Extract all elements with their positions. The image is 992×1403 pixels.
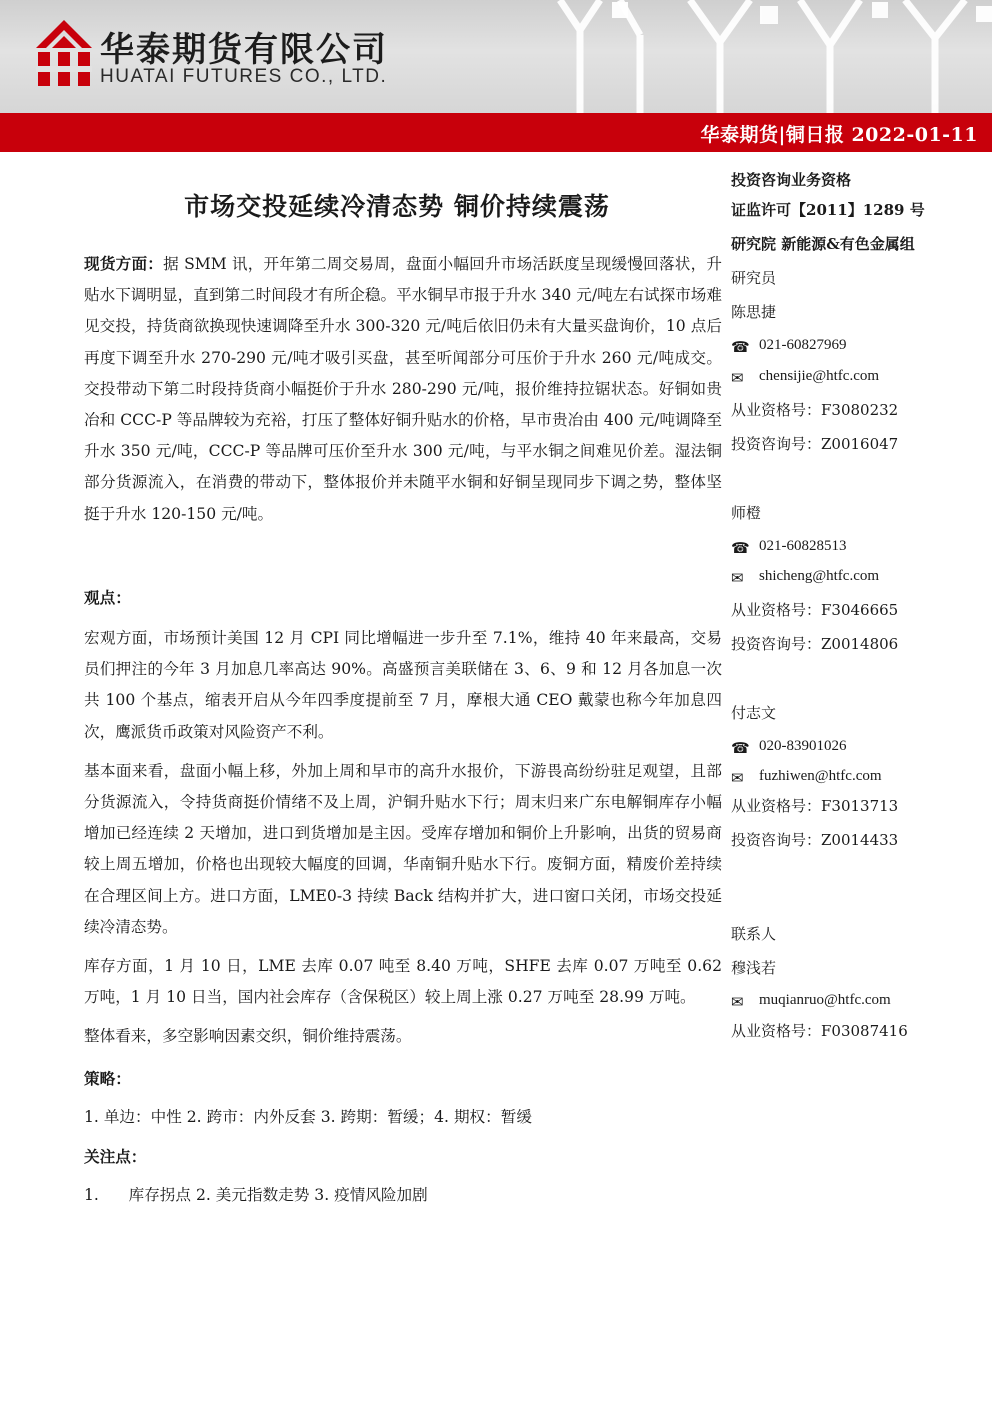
envelope-icon: ✉: [731, 371, 744, 387]
researcher-phone: ☎ 020-83901026: [731, 738, 847, 757]
researcher-name: 陈思捷: [731, 303, 777, 321]
phone-icon: ☎: [731, 541, 750, 557]
researcher-phone: ☎ 021-60827969: [731, 337, 847, 356]
strategy-heading: 策略：: [84, 1068, 131, 1088]
researcher-advisor: 投资咨询号：Z0014806: [731, 635, 899, 653]
researcher-label: 研究员: [731, 269, 777, 287]
page-header: [0, 0, 992, 113]
huatai-logo-icon: [36, 20, 92, 86]
envelope-icon: ✉: [731, 771, 744, 787]
report-tag: 华泰期货|铜日报 2022-01-11: [700, 124, 978, 146]
report-banner: [0, 113, 992, 152]
researcher-cert: 从业资格号：F3013713: [731, 797, 899, 815]
institute-group: 研究院 新能源&有色金属组: [731, 235, 915, 253]
view-heading: 观点：: [84, 587, 131, 607]
contact-label: 联系人: [731, 925, 777, 943]
focus-heading: 关注点：: [84, 1147, 147, 1167]
license-number: 证监许可【2011】1289 号: [731, 201, 925, 219]
researcher-email[interactable]: ✉ chensijie@htfc.com: [731, 368, 880, 387]
researcher-email[interactable]: ✉ shicheng@htfc.com: [731, 568, 880, 587]
qualification: 投资咨询业务资格: [731, 171, 852, 189]
brand-name-en: HUATAI FUTURES CO., LTD.: [100, 66, 388, 87]
envelope-icon: ✉: [731, 571, 744, 587]
spot-text: 据 SMM 讯，开年第二周交易周，盘面小幅回升市场活跃度呈现缓慢回落状，升贴水下调明显，直到第二时间段才有所企稳。平水铜早市报于升水 340 元/吨左右试探市场难见交投，持货商欲换现快速调降至升水 300-320 元/吨后依旧仍未有大量买盘询价，10 点后再度下调至升水 270-290 元/吨才吸引买盘，甚至听闻部分可压价于升水 260 元/吨成交。交投带动下第二时段持货商小幅挺价于升水 280-290 元/吨，报价维持拉锯状态。好铜如贵冶和 CCC-P 等品牌较为充裕，打压了整体好铜升贴水的价格，早市贵冶由 400 元/吨调降至升水 350 元/吨，CCC-P 等品牌可压价至升水 300 元/吨，与平水铜之间难见价差。湿法铜部分货源流入，在消费的带动下，整体报价并未随平水铜和好铜呈现同步下调之势，整体坚挺于升水 120-150 元/吨。: [84, 255, 722, 523]
strategy-text: 1. 单边：中性 2. 跨市：内外反套 3. 跨期：暂缓；4. 期权：暂缓: [84, 1107, 532, 1126]
researcher-advisor: 投资咨询号：Z0016047: [731, 435, 899, 453]
focus-text: 1. 库存拐点 2. 美元指数走势 3. 疫情风险加剧: [84, 1186, 428, 1205]
envelope-icon: ✉: [731, 995, 744, 1011]
spot-paragraph: [84, 248, 722, 530]
contact-name: 穆浅若: [731, 959, 777, 977]
contact-email[interactable]: ✉ muqianruo@htfc.com: [731, 992, 891, 1011]
view-summary-paragraph: 整体看来，多空影响因素交织，铜价维持震荡。: [84, 1027, 412, 1046]
researcher-name: 付志文: [731, 704, 777, 722]
researcher-name: 师橙: [731, 504, 762, 522]
phone-icon: ☎: [731, 340, 750, 356]
researcher-cert: 从业资格号：F3046665: [731, 601, 899, 619]
researcher-email[interactable]: ✉ fuzhiwen@htfc.com: [731, 768, 882, 787]
view-macro-paragraph: 宏观方面，市场预计美国 12 月 CPI 同比增幅进一步升至 7.1%，维持 40 年来最高，交易员们押注的今年 3 月加息几率高达 90%。高盛预言美联储在 3、6、9 和 12 月各加息一次共 100 个基点，缩表开启从今年四季度提前至 7 月，摩根大通 CEO 戴蒙也称今年加息四次，鹰派货币政策对风险资产不利。: [84, 629, 722, 741]
report-title: 市场交投延续冷清态势 铜价持续震荡: [184, 192, 610, 221]
report-body: [84, 248, 722, 1211]
researcher-advisor: 投资咨询号：Z0014433: [731, 831, 899, 849]
view-fundamental-paragraph: 基本面来看，盘面小幅上移，外加上周和早市的高升水报价，下游畏高纷纷驻足观望，且部分货源流入，令持货商挺价情绪不及上周，沪铜升贴水下行；周末归来广东电解铜库存小幅增加已经连续 2 天增加，进口到货增加是主因。受库存增加和铜价上升影响，出货的贸易商较上周五增加，价格也出现较大幅度的回调，华南铜升贴水下行。废铜方面，精废价差持续在合理区间上方。进口方面，LME0-3 持续 Back 结构并扩大，进口窗口关闭，市场交投延续冷清态势。: [84, 761, 722, 936]
researcher-cert: 从业资格号：F3080232: [731, 401, 899, 419]
contact-cert: 从业资格号：F03087416: [731, 1022, 908, 1040]
brand-name-cn: 华泰期货有限公司: [100, 30, 388, 70]
phone-icon: ☎: [731, 741, 750, 757]
researcher-phone: ☎ 021-60828513: [731, 538, 847, 557]
view-inventory-paragraph: 库存方面，1 月 10 日，LME 去库 0.07 吨至 8.40 万吨，SHFE 去库 0.07 万吨至 0.62 万吨，1 月 10 日当，国内社会库存（含保税区）较上周上涨 0.27 万吨至 28.99 万吨。: [84, 957, 722, 1007]
spot-label: 现货方面：: [84, 254, 164, 273]
